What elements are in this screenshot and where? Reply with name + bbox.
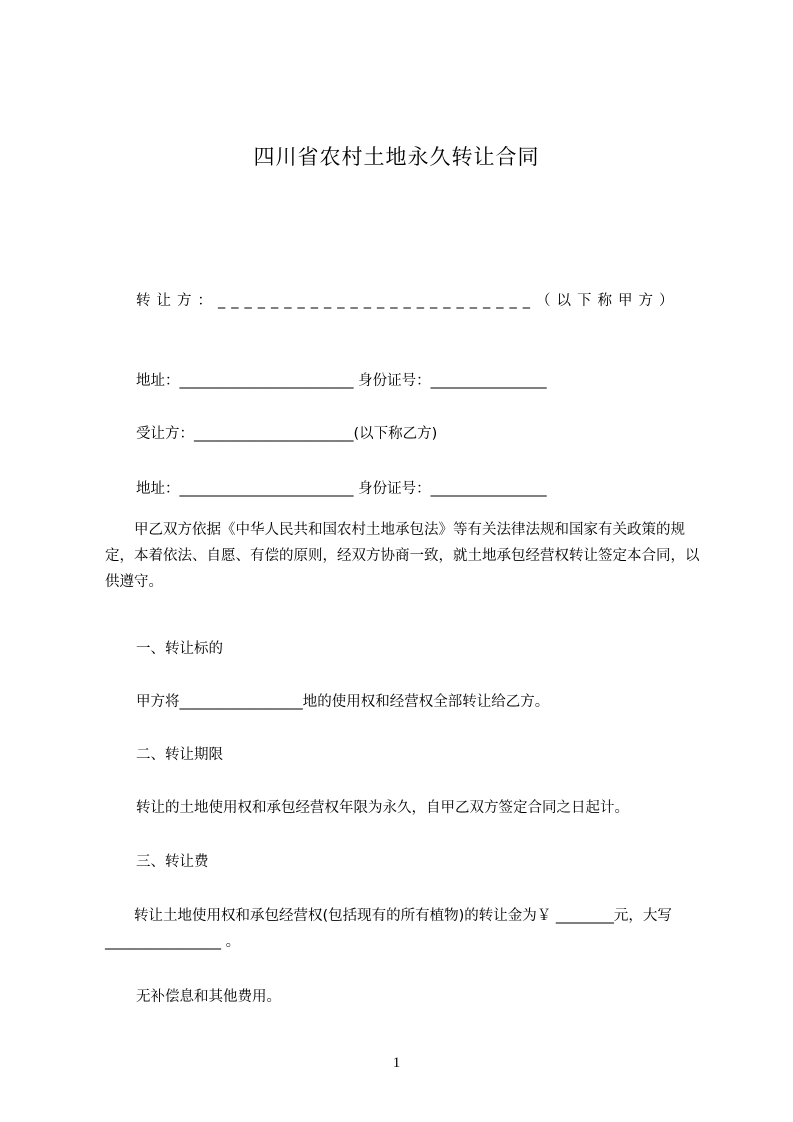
section3-paragraph: 转让土地使用权和承包经营权(包括现有的所有植物)的转让金为￥ ________元，大写________________ 。: [105, 908, 672, 950]
party-b-address-line: 地址：________________________ 身份证号：________________: [136, 481, 547, 497]
page-number: 1: [392, 1055, 401, 1071]
intro-paragraph: 甲乙双方依据《中华人民共和国农村土地承包法》等有关法律法规和国家有关政策的规定，本着依法、自愿、有偿的原则，经双方协商一致，就土地承包经营权转让签定本合同，以供遵守。: [105, 522, 700, 590]
section2-heading: 二、转让期限: [136, 747, 223, 763]
document-title: 四川省农村土地永久转让合同: [253, 145, 540, 169]
section3-heading: 三、转让费: [136, 854, 209, 870]
transferor-line: 转让方：________________________（以下称甲方）: [136, 293, 680, 309]
section1-text: 甲方将_________________地的使用权和经营权全部转让给乙方。: [136, 694, 550, 710]
section2-text: 转让的土地使用权和承包经营权年限为永久，自甲乙双方签定合同之日起计。: [136, 800, 629, 816]
section1-heading: 一、转让标的: [136, 641, 223, 657]
party-a-address-line: 地址：________________________ 身份证号：________________: [136, 373, 547, 389]
transferee-line: 受让方：______________________(以下称乙方): [136, 426, 438, 442]
section3-note: 无补偿息和其他费用。: [136, 989, 281, 1005]
